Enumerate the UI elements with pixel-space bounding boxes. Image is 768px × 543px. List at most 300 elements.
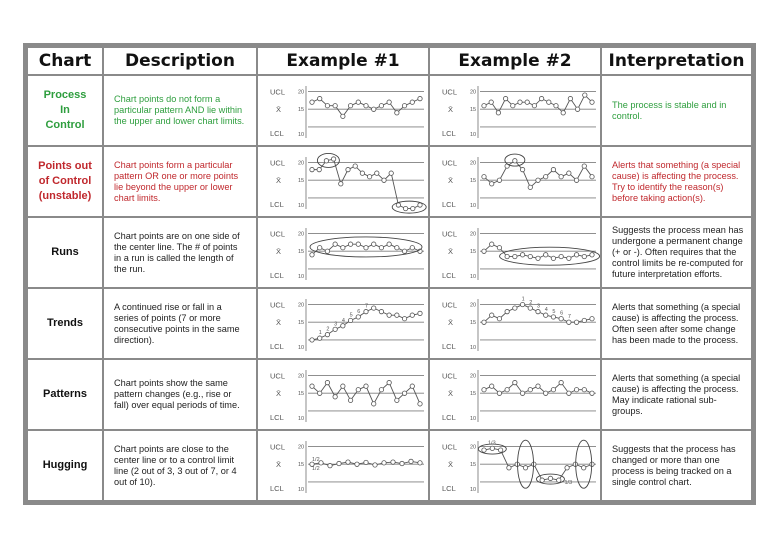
data-point — [497, 245, 501, 249]
tick-15: 15 — [298, 319, 305, 326]
tick-10: 10 — [298, 273, 305, 280]
data-point — [551, 314, 555, 318]
data-point — [318, 335, 322, 339]
data-point — [482, 249, 486, 253]
mini-control-chart — [258, 220, 428, 286]
data-point — [310, 383, 314, 387]
tick-20: 20 — [298, 231, 305, 238]
data-point — [375, 170, 379, 174]
data-point — [372, 305, 376, 309]
hug-ratio-label: 1/2 — [312, 465, 320, 472]
data-point — [536, 178, 540, 182]
trend-step-label: 2 — [529, 299, 533, 306]
data-point — [379, 103, 383, 107]
interpretation-text: Alerts that something (a special cause) is affecting the process. May indicate rational sub-groups. — [601, 359, 752, 430]
example-2-chart — [429, 146, 601, 217]
header-row — [27, 47, 752, 75]
data-point — [536, 256, 540, 260]
data-point — [364, 309, 368, 313]
data-point — [410, 312, 414, 316]
description-text: A continued rise or fall in a series of points (7 or more consecutive points in the same direction). — [103, 288, 257, 359]
center-line-label: X̄ — [276, 388, 282, 398]
header-example-1: Example #1 — [257, 47, 429, 75]
data-point — [574, 178, 578, 182]
data-point — [364, 103, 368, 107]
data-point — [544, 252, 548, 256]
ucl-label: UCL — [442, 300, 458, 310]
data-point — [341, 114, 345, 118]
tick-10: 10 — [470, 131, 477, 138]
data-point — [482, 447, 486, 451]
ucl-label: UCL — [442, 158, 458, 168]
data-point — [341, 323, 345, 327]
control-chart-table — [26, 46, 753, 502]
data-point — [395, 110, 399, 114]
ucl-label: UCL — [442, 442, 458, 452]
data-point — [389, 170, 393, 174]
data-point — [490, 446, 494, 450]
data-point — [507, 465, 511, 469]
data-point — [402, 316, 406, 320]
data-point — [372, 241, 376, 245]
data-point — [567, 320, 571, 324]
data-point — [567, 391, 571, 395]
tick-10: 10 — [298, 344, 305, 351]
data-point — [328, 463, 332, 467]
row-trends — [27, 288, 752, 359]
data-point — [364, 460, 368, 464]
data-point — [410, 383, 414, 387]
data-point — [496, 110, 500, 114]
tick-20: 20 — [470, 373, 477, 380]
lcl-label: LCL — [270, 199, 284, 209]
mini-control-chart — [430, 78, 600, 144]
data-point — [372, 401, 376, 405]
data-point — [575, 107, 579, 111]
row-out-of-control — [27, 146, 752, 217]
data-point — [532, 103, 536, 107]
data-point — [559, 316, 563, 320]
center-line-label: X̄ — [276, 459, 282, 469]
example-1-chart — [257, 430, 429, 501]
chart-type-label: Trends — [27, 288, 103, 359]
description-text: Chart points form a particular pattern OR one or more points lie beyond the upper or lower chart limits. — [103, 146, 257, 217]
tick-15: 15 — [470, 461, 477, 468]
row-hugging — [27, 430, 752, 501]
ucl-label: UCL — [270, 442, 286, 452]
data-series-line — [484, 160, 592, 187]
example-2-chart — [429, 430, 601, 501]
trend-step-label: 3 — [537, 303, 541, 310]
data-point — [367, 174, 371, 178]
data-point — [402, 103, 406, 107]
data-point — [341, 245, 345, 249]
data-point — [525, 99, 529, 103]
description-text: Chart points are on one side of the center line. The # of points in a run is called the length of the run. — [103, 217, 257, 288]
trend-step-label: 1 — [521, 296, 525, 303]
data-point — [528, 185, 532, 189]
tick-10: 10 — [298, 131, 305, 138]
data-point — [409, 459, 413, 463]
data-point — [387, 380, 391, 384]
data-point — [418, 460, 422, 464]
data-point — [497, 391, 501, 395]
example-1-chart — [257, 146, 429, 217]
hug-ratio-label: 1/3 — [564, 479, 573, 486]
data-point — [310, 99, 314, 103]
data-point — [346, 167, 350, 171]
tick-10: 10 — [470, 344, 477, 351]
center-line-label: X̄ — [448, 104, 454, 114]
tick-15: 15 — [470, 106, 477, 113]
chart-type-label: Points out of Control (unstable) — [27, 146, 103, 217]
tick-15: 15 — [470, 177, 477, 184]
example-1-chart — [257, 288, 429, 359]
data-point — [337, 461, 341, 465]
tick-10: 10 — [470, 202, 477, 209]
lcl-label: LCL — [270, 483, 284, 493]
center-line-label: X̄ — [276, 246, 282, 256]
center-line-label: X̄ — [448, 317, 454, 327]
tick-15: 15 — [298, 461, 305, 468]
tick-15: 15 — [298, 106, 305, 113]
trend-step-label: 6 — [560, 310, 564, 317]
tick-20: 20 — [298, 89, 305, 96]
data-point — [518, 99, 522, 103]
data-point — [583, 92, 587, 96]
lcl-label: LCL — [442, 199, 456, 209]
interpretation-text: The process is stable and in control. — [601, 75, 752, 146]
example-2-chart — [429, 217, 601, 288]
data-point — [379, 245, 383, 249]
data-point — [391, 459, 395, 463]
mini-control-chart — [430, 291, 600, 357]
interpretation-text: Suggests that the process has changed or more than one process is being tracked on a single control chart. — [601, 430, 752, 501]
data-point — [551, 256, 555, 260]
data-point — [402, 391, 406, 395]
data-point — [339, 181, 343, 185]
data-point — [403, 206, 407, 210]
data-point — [528, 387, 532, 391]
data-point — [382, 460, 386, 464]
trend-step-label: 3 — [334, 320, 338, 327]
center-line-label: X̄ — [276, 175, 282, 185]
data-point — [356, 387, 360, 391]
data-point — [513, 158, 517, 162]
center-line-label: X̄ — [448, 175, 454, 185]
mini-control-chart — [430, 220, 600, 286]
data-point — [360, 170, 364, 174]
header-example-2: Example #2 — [429, 47, 601, 75]
control-chart-table-frame — [23, 43, 756, 505]
trend-step-label: 1 — [318, 329, 322, 336]
lcl-label: LCL — [442, 483, 456, 493]
header-chart: Chart — [27, 47, 103, 75]
data-point — [482, 174, 486, 178]
center-line-label: X̄ — [448, 388, 454, 398]
lcl-label: LCL — [270, 412, 284, 422]
header-interpretation: Interpretation — [601, 47, 752, 75]
example-2-chart — [429, 359, 601, 430]
data-point — [505, 309, 509, 313]
data-point — [410, 99, 414, 103]
chart-type-label: Hugging — [27, 430, 103, 501]
tick-10: 10 — [298, 415, 305, 422]
data-point — [536, 383, 540, 387]
data-point — [581, 465, 585, 469]
data-point — [511, 103, 515, 107]
tick-10: 10 — [298, 202, 305, 209]
description-text: Chart points are close to the center line or to a control limit line (2 out of 3, 3 out of 7, or 4 out of 10). — [103, 430, 257, 501]
tick-10: 10 — [470, 486, 477, 493]
data-point — [539, 96, 543, 100]
data-point — [348, 241, 352, 245]
data-point — [540, 477, 544, 481]
mini-control-chart — [430, 433, 600, 499]
mini-control-chart — [258, 78, 428, 144]
tick-15: 15 — [470, 248, 477, 255]
mini-control-chart — [258, 149, 428, 215]
tick-10: 10 — [298, 486, 305, 493]
data-point — [356, 314, 360, 318]
data-point — [356, 99, 360, 103]
data-point — [590, 316, 594, 320]
center-line-label: X̄ — [448, 459, 454, 469]
example-1-chart — [257, 217, 429, 288]
data-point — [544, 312, 548, 316]
data-point — [551, 167, 555, 171]
lcl-label: LCL — [442, 412, 456, 422]
data-point — [503, 96, 507, 100]
data-point — [497, 178, 501, 182]
tick-20: 20 — [470, 231, 477, 238]
tick-20: 20 — [298, 444, 305, 451]
example-1-chart — [257, 359, 429, 430]
data-point — [497, 316, 501, 320]
trend-step-label: 5 — [349, 311, 353, 318]
tick-20: 20 — [470, 89, 477, 96]
data-point — [341, 383, 345, 387]
data-point — [372, 107, 376, 111]
data-point — [400, 461, 404, 465]
mini-control-chart — [258, 433, 428, 499]
data-point — [348, 318, 352, 322]
hug-ratio-label: 1/2 — [312, 456, 320, 463]
center-line-label: X̄ — [276, 317, 282, 327]
ucl-label: UCL — [270, 87, 286, 97]
data-point — [590, 252, 594, 256]
mini-control-chart — [430, 362, 600, 428]
data-point — [333, 241, 337, 245]
data-point — [574, 320, 578, 324]
mini-control-chart — [258, 362, 428, 428]
tick-15: 15 — [298, 248, 305, 255]
data-point — [382, 178, 386, 182]
data-point — [418, 401, 422, 405]
data-point — [590, 391, 594, 395]
data-point — [325, 103, 329, 107]
data-point — [561, 110, 565, 114]
data-point — [568, 96, 572, 100]
data-point — [482, 103, 486, 107]
data-point — [520, 302, 524, 306]
data-point — [318, 391, 322, 395]
data-point — [387, 241, 391, 245]
ucl-label: UCL — [442, 229, 458, 239]
data-point — [490, 383, 494, 387]
tick-15: 15 — [298, 390, 305, 397]
center-line-label: X̄ — [448, 246, 454, 256]
tick-15: 15 — [470, 319, 477, 326]
data-point — [582, 387, 586, 391]
data-point — [482, 387, 486, 391]
data-point — [544, 174, 548, 178]
ucl-label: UCL — [270, 158, 286, 168]
data-point — [544, 391, 548, 395]
data-point — [310, 252, 314, 256]
description-text: Chart points do not form a particular pattern AND lie within the upper and lower chart limits. — [103, 75, 257, 146]
data-point — [582, 318, 586, 322]
trend-step-label: 6 — [357, 308, 361, 315]
data-point — [528, 305, 532, 309]
data-point — [353, 163, 357, 167]
tick-10: 10 — [470, 273, 477, 280]
data-point — [331, 156, 335, 160]
data-point — [489, 99, 493, 103]
example-2-chart — [429, 288, 601, 359]
data-point — [346, 459, 350, 463]
row-patterns — [27, 359, 752, 430]
data-point — [379, 309, 383, 313]
data-point — [505, 254, 509, 258]
tick-15: 15 — [298, 177, 305, 184]
data-point — [482, 320, 486, 324]
data-point — [395, 245, 399, 249]
data-point — [333, 394, 337, 398]
data-point — [523, 465, 527, 469]
chart-type-label: Patterns — [27, 359, 103, 430]
data-point — [565, 465, 569, 469]
lcl-label: LCL — [442, 128, 456, 138]
data-point — [348, 398, 352, 402]
data-point — [567, 170, 571, 174]
data-point — [395, 312, 399, 316]
data-point — [348, 103, 352, 107]
data-point — [551, 387, 555, 391]
data-point — [310, 337, 314, 341]
interpretation-text: Alerts that something (a special cause) is affecting the process. Try to identify the reason(s) before taking action(s). — [601, 146, 752, 217]
trend-step-label: 7 — [365, 303, 369, 310]
data-point — [520, 252, 524, 256]
data-point — [513, 254, 517, 258]
lcl-label: LCL — [270, 128, 284, 138]
interpretation-text: Alerts that something (a special cause) is affecting the process. Often seen after some change has been made to the process. — [601, 288, 752, 359]
mini-control-chart — [430, 149, 600, 215]
tick-20: 20 — [298, 302, 305, 309]
data-point — [333, 103, 337, 107]
chart-type-label: Runs — [27, 217, 103, 288]
data-point — [548, 476, 552, 480]
data-point — [490, 312, 494, 316]
tick-20: 20 — [470, 302, 477, 309]
interpretation-text: Suggests the process mean has undergone a permanent change (+ or -). Often requires that the control limits be re-computed for future interpretation efforts. — [601, 217, 752, 288]
ucl-label: UCL — [442, 87, 458, 97]
tick-10: 10 — [470, 415, 477, 422]
lcl-label: LCL — [442, 270, 456, 280]
ucl-label: UCL — [270, 229, 286, 239]
ucl-label: UCL — [270, 300, 286, 310]
mini-control-chart — [258, 291, 428, 357]
center-line-label: X̄ — [276, 104, 282, 114]
data-point — [513, 305, 517, 309]
data-point — [317, 167, 321, 171]
data-point — [559, 380, 563, 384]
data-point — [373, 462, 377, 466]
header-description: Description — [103, 47, 257, 75]
data-point — [520, 391, 524, 395]
data-point — [318, 245, 322, 249]
trend-step-label: 4 — [341, 317, 345, 324]
data-point — [536, 309, 540, 313]
row-runs — [27, 217, 752, 288]
tick-20: 20 — [298, 160, 305, 167]
data-point — [557, 477, 561, 481]
data-point — [582, 254, 586, 258]
data-point — [387, 99, 391, 103]
data-point — [324, 158, 328, 162]
data-point — [490, 181, 494, 185]
data-point — [547, 99, 551, 103]
data-point — [418, 311, 422, 315]
data-point — [310, 167, 314, 171]
trend-step-label: 7 — [567, 313, 571, 320]
data-point — [554, 103, 558, 107]
tick-20: 20 — [470, 444, 477, 451]
data-point — [411, 206, 415, 210]
data-point — [513, 380, 517, 384]
trend-step-label: 5 — [552, 308, 556, 315]
ucl-label: UCL — [442, 371, 458, 381]
data-point — [333, 327, 337, 331]
data-point — [402, 249, 406, 253]
data-point — [590, 174, 594, 178]
trend-step-label: 4 — [544, 306, 548, 313]
data-point — [490, 241, 494, 245]
data-point — [364, 245, 368, 249]
data-point — [387, 312, 391, 316]
data-point — [574, 252, 578, 256]
data-point — [567, 256, 571, 260]
data-point — [318, 96, 322, 100]
description-text: Chart points show the same pattern changes (e.g., rise or fall) over equal periods of time. — [103, 359, 257, 430]
data-point — [418, 96, 422, 100]
data-point — [528, 254, 532, 258]
data-point — [364, 383, 368, 387]
data-point — [356, 241, 360, 245]
tick-20: 20 — [470, 160, 477, 167]
example-2-chart — [429, 75, 601, 146]
data-point — [582, 163, 586, 167]
tick-20: 20 — [298, 373, 305, 380]
data-point — [325, 380, 329, 384]
chart-type-label: Process In Control — [27, 75, 103, 146]
data-point — [410, 245, 414, 249]
row-in-control — [27, 75, 752, 146]
data-point — [505, 387, 509, 391]
trend-step-label: 2 — [326, 326, 330, 333]
data-point — [325, 249, 329, 253]
example-1-chart — [257, 75, 429, 146]
